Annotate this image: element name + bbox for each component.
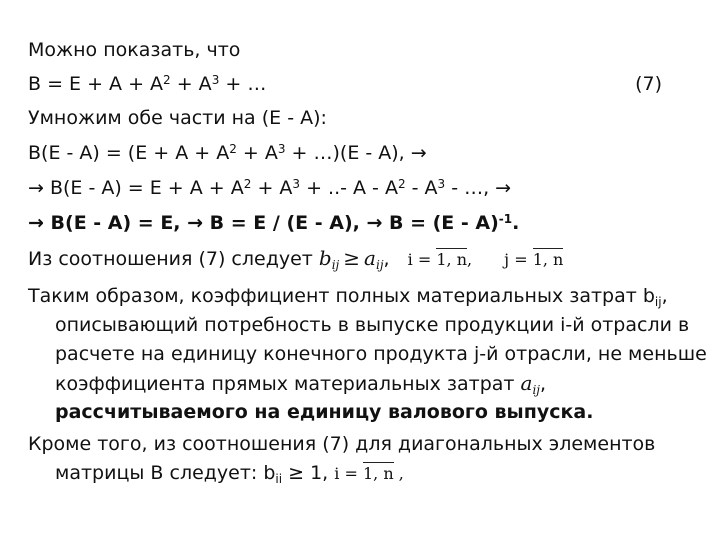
punct: ,	[383, 248, 390, 270]
power: 3	[277, 142, 286, 156]
intro-line	[28, 36, 700, 64]
a-symbol: a	[520, 371, 533, 395]
range-prefix: j =	[504, 250, 533, 269]
conclusion-line-1	[28, 282, 700, 310]
formula-part: → B(E - A) = E + A + A	[28, 177, 244, 199]
conclusion-text: Таким образом, коэффициент полных материальных затрат b	[28, 285, 655, 307]
range-value: 1, n	[436, 250, 467, 269]
formula-part: - …, →	[445, 177, 512, 199]
formula-part: B = E + A + A	[28, 73, 164, 95]
subscript: ij	[331, 258, 340, 272]
derivation-line-2	[28, 174, 700, 202]
power: 3	[292, 177, 301, 191]
range-value: 1, n	[362, 464, 394, 483]
conclusion-line-5	[55, 398, 700, 426]
subscript: ii	[275, 472, 283, 486]
punct: ,	[393, 464, 404, 483]
power: 2	[243, 177, 252, 191]
inequality-text: Из соотношения (7) следует	[28, 248, 319, 270]
power: 2	[229, 142, 237, 156]
punct: ,	[467, 250, 473, 269]
formula-part: → B(E - A) = E, → B = E / (E - A), → B = (E - A)	[28, 212, 499, 234]
ge-symbol: ≥	[343, 246, 361, 270]
formula-part: + A	[251, 177, 293, 199]
conclusion-line-4	[55, 369, 700, 398]
power: 2	[163, 73, 171, 87]
subscript: ij	[375, 258, 384, 272]
formula-part: B(E - A) = (E + A + A	[28, 142, 230, 164]
range-value: 1, n	[532, 250, 564, 269]
formula-part: + A	[170, 73, 212, 95]
conclusion-line-3	[55, 340, 707, 368]
j-range	[504, 250, 563, 269]
punct: ,	[540, 373, 547, 395]
i-range	[334, 464, 404, 483]
derivation-line-3	[28, 209, 700, 237]
i-range	[408, 250, 472, 269]
formula-part: .	[512, 212, 520, 234]
subscript: ij	[654, 295, 662, 309]
conclusion-text: расчете на единицу конечного продукта j-й отрасли, не меньше	[55, 343, 707, 365]
formula-part: + …	[219, 73, 267, 95]
diagonal-text: ≥ 1,	[282, 462, 335, 484]
conclusion-text: рассчитываемого на единицу валового выпуска.	[55, 401, 594, 423]
diagonal-text: Кроме того, из соотношения (7) для диагональных элементов	[28, 433, 656, 455]
multiply-line	[28, 104, 700, 132]
conclusion-line-2	[55, 311, 700, 339]
diagonal-text: матрицы B следует: b	[55, 462, 276, 484]
punct: ,	[661, 285, 668, 307]
equation-number: (7)	[635, 73, 662, 95]
conclusion-text: коэффициента прямых материальных затрат	[55, 373, 521, 395]
range-prefix: i =	[334, 464, 363, 483]
intro-text: Можно показать, что	[28, 39, 241, 61]
power: 3	[437, 177, 446, 191]
formula-part: - A	[405, 177, 438, 199]
a-symbol: a	[364, 246, 376, 270]
b-symbol: b	[318, 246, 332, 270]
conclusion-text: описывающий потребность в выпуске продукции i-й отрасли в	[55, 314, 690, 336]
series-formula	[28, 70, 720, 98]
formula-part: + …)(E - A), →	[285, 142, 427, 164]
diagonal-line-2	[55, 459, 700, 488]
power: -1	[498, 212, 513, 226]
formula-part: + A	[236, 142, 278, 164]
power: 3	[211, 73, 220, 87]
multiply-text: Умножим обе части на (E - A):	[28, 107, 327, 129]
range-prefix: i =	[407, 250, 437, 269]
diagonal-line-1	[28, 430, 700, 458]
subscript: ij	[532, 383, 540, 397]
derivation-line-1	[28, 139, 700, 167]
formula-part: + ..- A - A	[300, 177, 398, 199]
inequality-line	[28, 244, 700, 274]
power: 2	[397, 177, 406, 191]
